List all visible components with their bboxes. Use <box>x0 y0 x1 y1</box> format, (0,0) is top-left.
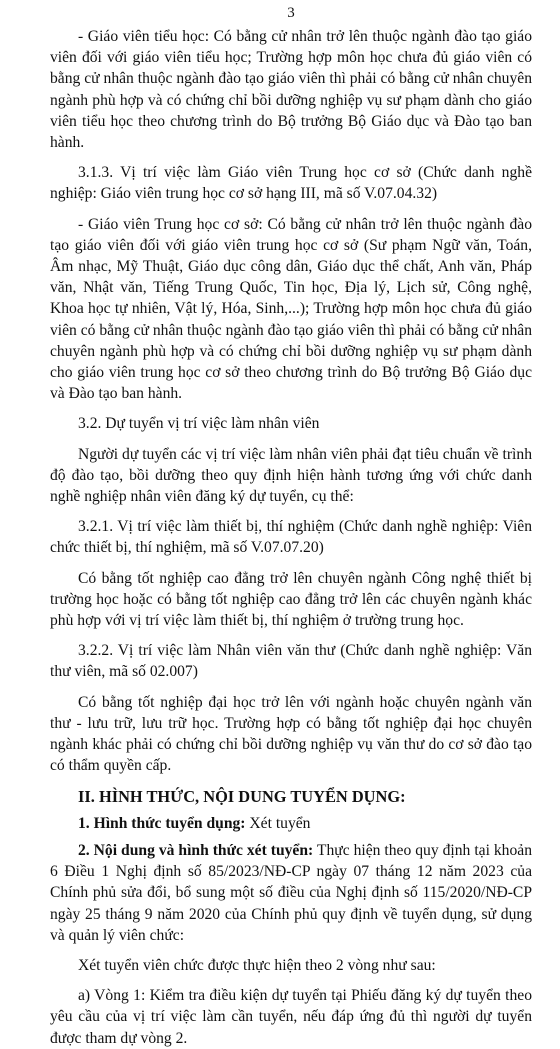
paragraph-3-1-3-title: 3.1.3. Vị trí việc làm Giáo viên Trung học cơ sở (Chức danh nghề nghiệp: Giáo viên trung học cơ sở hạng III, mã số V.07.04.32) <box>50 164 532 203</box>
item-2 <box>50 840 532 946</box>
paragraph-3-2-title: 3.2. Dự tuyển vị trí việc làm nhân viên <box>78 415 320 433</box>
paragraph-round-1: a) Vòng 1: Kiểm tra điều kiện dự tuyển tại Phiếu đăng ký dự tuyển theo yêu cầu của vị trí việc làm cần tuyển, nếu đáp ứng đủ thì người dự tuyển được tham dự vòng 2. <box>50 987 532 1047</box>
paragraph-staff-requirements: Người dự tuyển các vị trí việc làm nhân viên phải đạt tiêu chuẩn về trình độ đào tạo, bồi dưỡng theo quy định hiện hành tương ứng với chức danh nghề nghiệp nhân viên đăng ký dự tuyển, cụ thể: <box>50 445 532 506</box>
paragraph-3-2-1-title: 3.2.1. Vị trí việc làm thiết bị, thí nghiệm (Chức danh nghề nghiệp: Viên chức thiết bị, thí nghiệm, mã số V.07.07.20) <box>50 518 532 557</box>
paragraph-3-2-2-title: 3.2.2. Vị trí việc làm Nhân viên văn thư (Chức danh nghề nghiệp: Văn thư viên, mã số 02.007) <box>50 642 532 681</box>
paragraph-equipment-requirements: Có bằng tốt nghiệp cao đẳng trở lên chuyên ngành Công nghệ thiết bị trường học hoặc có bằng tốt nghiệp cao đẳng trở lên các chuyên ngành khác phù hợp với vị trí việc làm thiết bị, thí nghiệm ở trường trung học. <box>50 569 532 630</box>
paragraph-primary-teacher: - Giáo viên tiểu học: Có bằng cử nhân trở lên thuộc ngành đào tạo giáo viên đối với giáo viên tiểu học; Trường hợp môn học chưa đủ giáo viên có bằng cử nhân thuộc ngành đào tạo giáo viên thì phải có bằng cử nhân chuyên ngành phù hợp và có chứng chỉ bồi dưỡng nghiệp vụ sư phạm dành cho giáo viên tiểu học theo chương trình do Bộ trưởng Bộ Giáo dục và Đào tạo ban hành. <box>50 28 532 152</box>
item-2-text: Thực hiện theo quy định tại khoản 6 Điều 1 Nghị định số 85/2023/NĐ-CP ngày 07 tháng 12 năm 2023 của Chính phủ sửa đổi, bổ sung một số điều của Nghị định số 115/2020/NĐ-CP ngày 25 tháng 9 năm 2020 của Chính phủ quy định về tuyển dụng, sử dụng và quản lý viên chức: <box>50 841 532 944</box>
paragraph-secondary-teacher: - Giáo viên Trung học cơ sở: Có bằng cử nhân trở lên thuộc ngành đào tạo giáo viên đối với giáo viên trung học cơ sở (Sư phạm Ngữ văn, Toán, Âm nhạc, Mỹ Thuật, Giáo dục công dân, Giáo dục thể chất, Anh văn, Pháp văn, Nhật văn, Tiếng Trung Quốc, Tin học, Địa lý, Lịch sử, Công nghệ, Khoa học tự nhiên, Vật lý, Hóa, Sinh,...); Trường hợp môn học chưa đủ giáo viên có bằng cử nhân thuộc ngành đào tạo giáo viên thì phải có bằng cử nhân chuyên ngành phù hợp và có chứng chỉ bồi dưỡng nghiệp vụ sư phạm dành cho giáo viên trung học cơ sở theo chương trình do Bộ trưởng Bộ Giáo dục và Đào tạo ban hành. <box>50 215 532 403</box>
paragraph-two-rounds: Xét tuyển viên chức được thực hiện theo 2 vòng như sau: <box>78 956 436 974</box>
item-2-label: 2. Nội dung và hình thức xét tuyển: <box>78 841 314 859</box>
item-1-text: Xét tuyển <box>245 814 311 832</box>
paragraph-clerk-requirements: Có bằng tốt nghiệp đại học trở lên với ngành hoặc chuyên ngành văn thư - lưu trữ, lưu trữ học. Trường hợp có bằng tốt nghiệp đại học chuyên ngành khác phải có chứng chỉ bồi dưỡng nghiệp vụ văn thư do cơ sở đào tạo có thẩm quyền cấp. <box>50 693 532 775</box>
page-number: 3 <box>287 5 295 21</box>
item-1 <box>50 813 532 834</box>
item-1-label: 1. Hình thức tuyển dụng: <box>78 814 246 832</box>
section-heading: II. HÌNH THỨC, NỘI DUNG TUYỂN DỤNG: <box>78 786 406 806</box>
